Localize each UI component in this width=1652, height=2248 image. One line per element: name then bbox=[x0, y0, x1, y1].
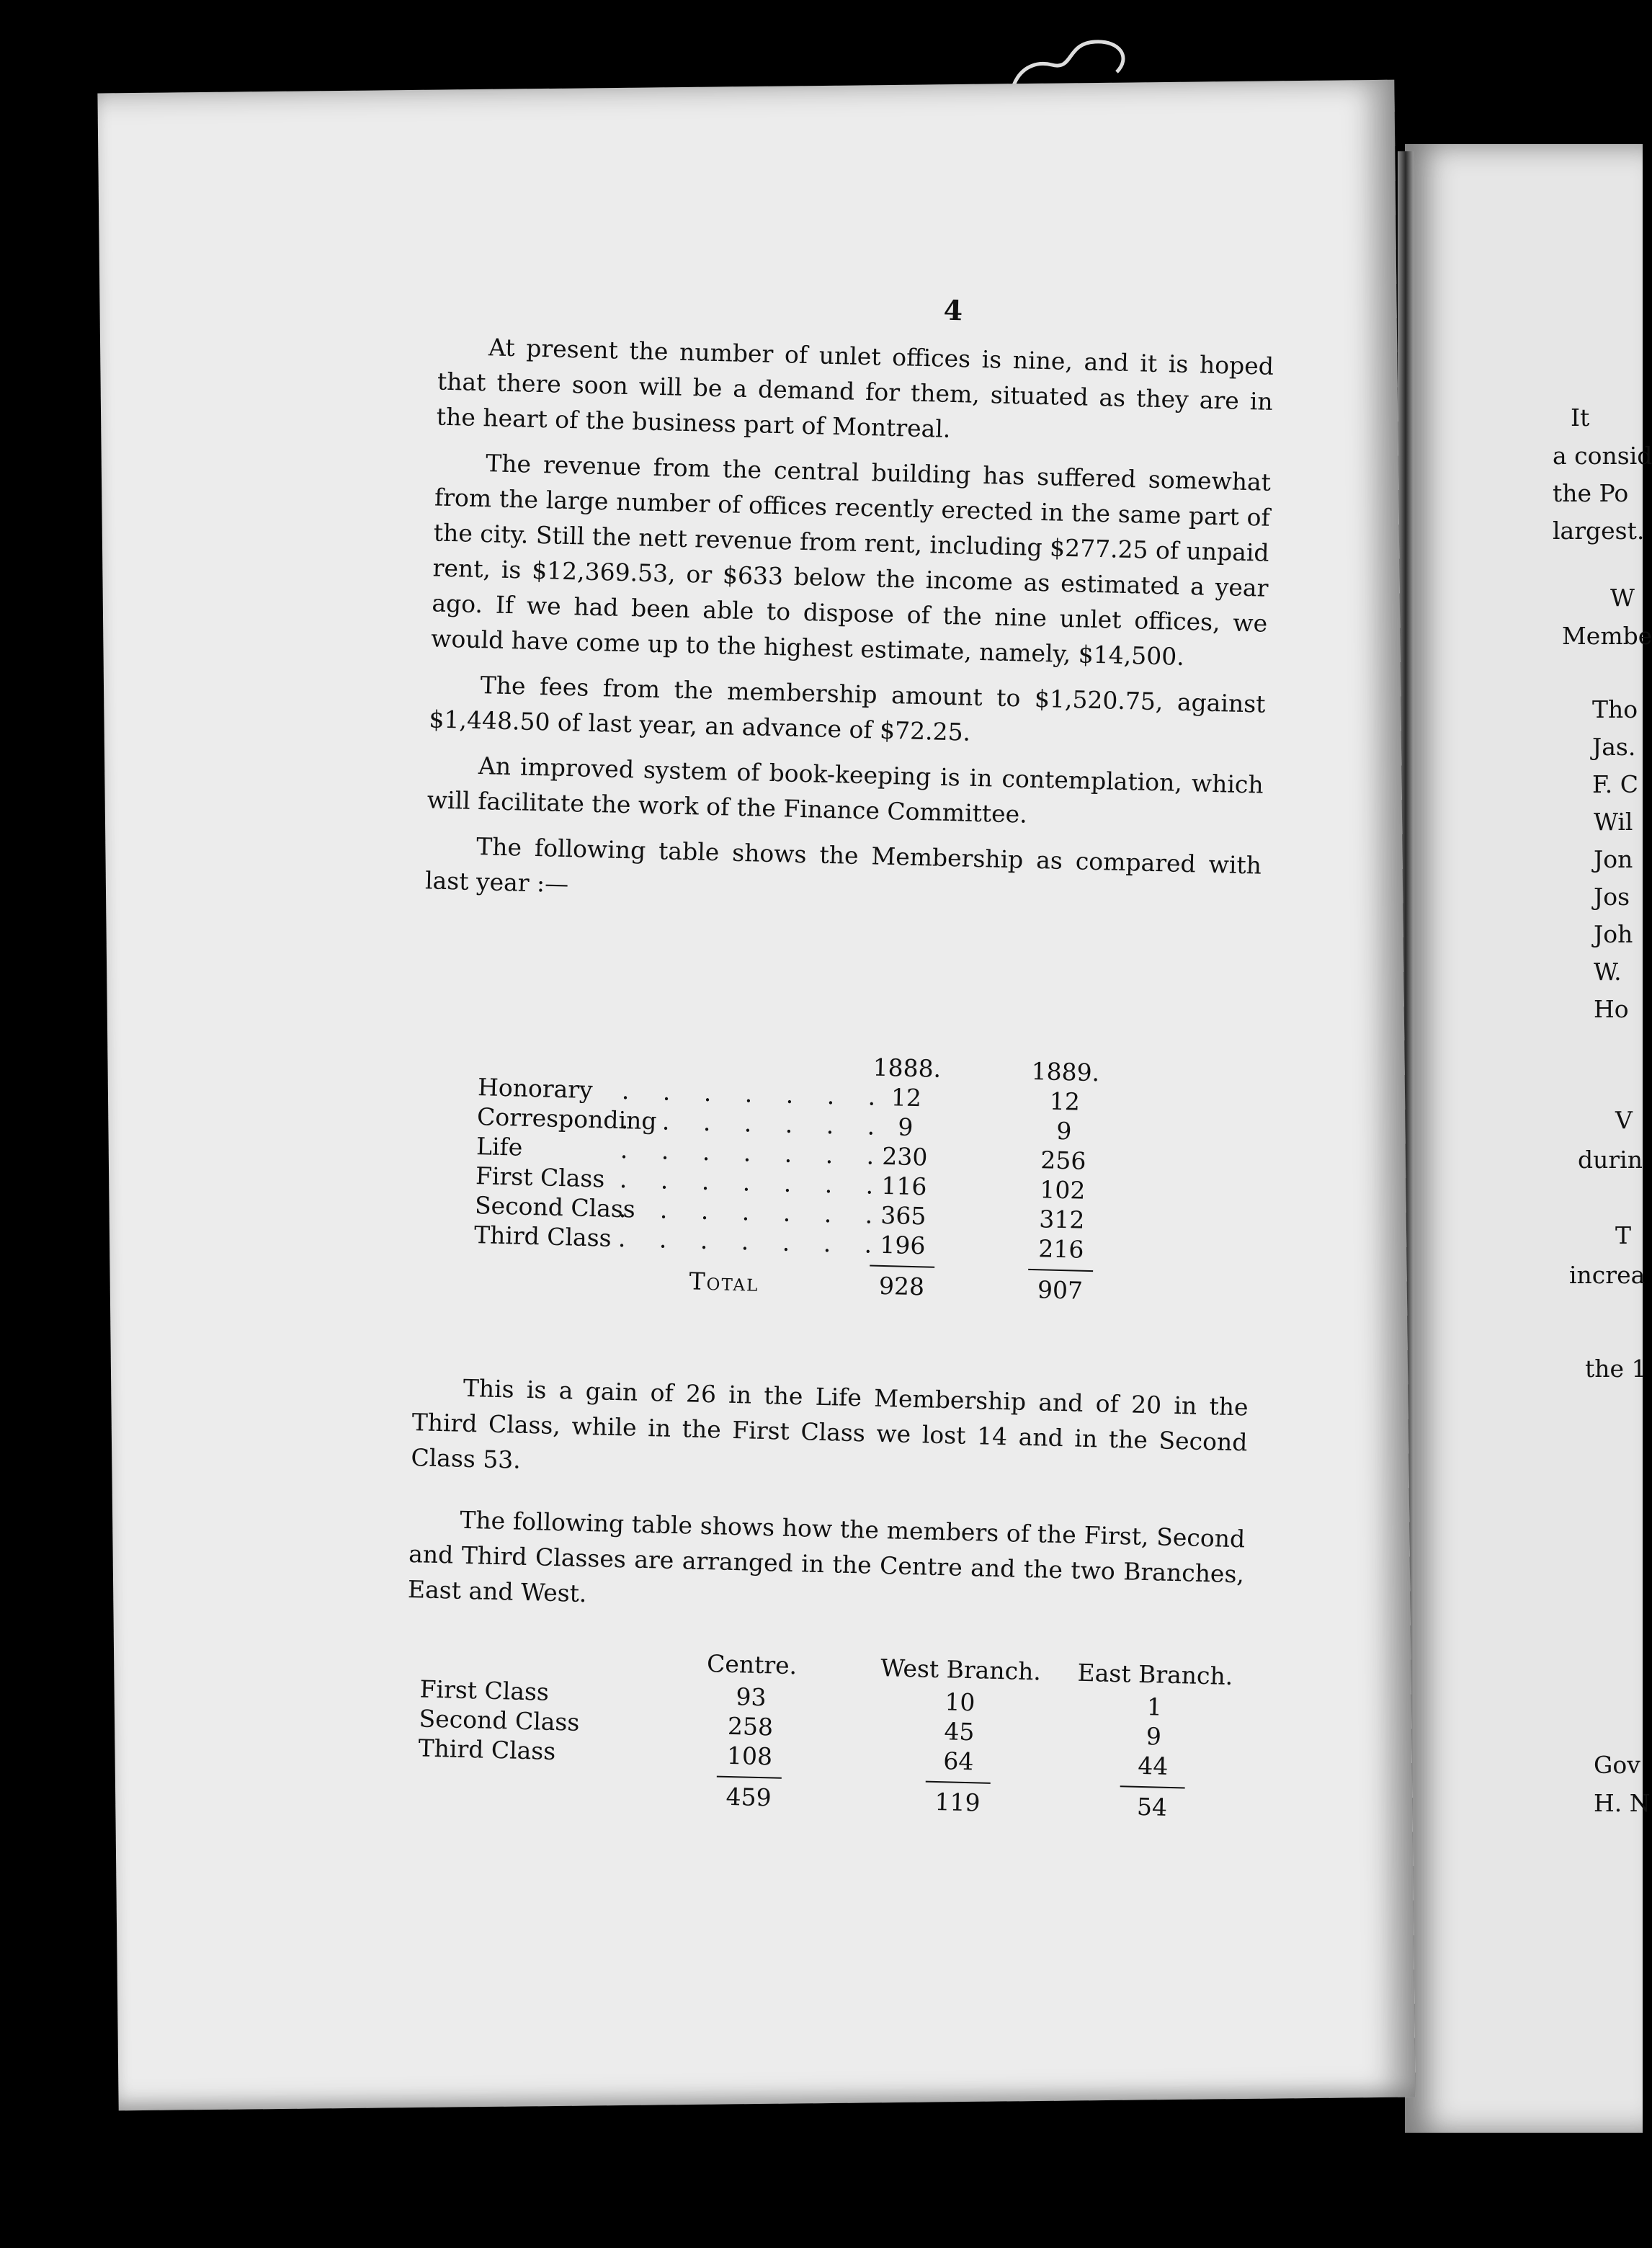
total-rule bbox=[1028, 1269, 1093, 1272]
value-1888: 12 bbox=[890, 1083, 922, 1112]
value-west: 64 bbox=[942, 1747, 974, 1776]
total-rule bbox=[926, 1781, 991, 1784]
facing-line: increa bbox=[1569, 1261, 1646, 1289]
total-1888: 928 bbox=[878, 1271, 925, 1301]
total-1889: 907 bbox=[1037, 1275, 1084, 1305]
facing-line: F. C bbox=[1592, 770, 1638, 798]
facing-line: Jos bbox=[1594, 883, 1630, 911]
paragraph-table-intro: The following table shows the Membership as compared with last year :— bbox=[424, 832, 1262, 898]
facing-line: W bbox=[1610, 584, 1635, 612]
total-west: 119 bbox=[934, 1787, 981, 1817]
value-1888: 196 bbox=[879, 1230, 926, 1260]
facing-line: H. N bbox=[1594, 1789, 1651, 1817]
value-1889: 9 bbox=[1055, 1116, 1072, 1146]
facing-line: Membe bbox=[1562, 622, 1652, 650]
row-label: Third Class bbox=[418, 1734, 556, 1766]
value-centre: 93 bbox=[736, 1682, 767, 1712]
leader-dots: . . . . . . . bbox=[619, 1165, 887, 1200]
column-header-centre: Centre. bbox=[706, 1649, 798, 1680]
membership-table bbox=[473, 1043, 1199, 1308]
total-rule bbox=[870, 1265, 934, 1268]
total-centre: 459 bbox=[725, 1782, 772, 1812]
paragraph-gain: This is a gain of 26 in the Life Membership and of 20 in the Third Class, while in the First Class we lost 14 and in the Second Class 53. bbox=[411, 1373, 1249, 1474]
value-1888: 230 bbox=[881, 1141, 928, 1172]
value-west: 45 bbox=[943, 1717, 975, 1747]
value-1888: 116 bbox=[880, 1171, 927, 1201]
facing-line: Jas. bbox=[1592, 733, 1636, 761]
leader-dots: . . . . . . . bbox=[617, 1224, 885, 1259]
paragraph-branches-intro: The following table shows how the members of the First, Second and Third Classes are arranged in the Centre and the two Branches, East and West. bbox=[407, 1505, 1246, 1608]
facing-line: T bbox=[1615, 1221, 1632, 1249]
row-label: Second Class bbox=[419, 1704, 580, 1736]
total-label: Total bbox=[689, 1267, 759, 1297]
facing-line: Jon bbox=[1594, 845, 1633, 873]
value-1889: 102 bbox=[1039, 1175, 1086, 1205]
leader-dots: . . . . . . . bbox=[620, 1106, 888, 1141]
paragraph-fees: The fees from the membership amount to $1,520.75, against $1,448.50 of last year, an advance of $72.25. bbox=[429, 671, 1266, 746]
column-header-west-branch: West Branch. bbox=[880, 1654, 1042, 1686]
facing-line: the 1 bbox=[1585, 1355, 1647, 1383]
facing-line: Joh bbox=[1594, 920, 1633, 948]
body-text-middle bbox=[407, 1369, 1249, 1653]
facing-page bbox=[1405, 144, 1652, 2133]
body-text-top bbox=[424, 329, 1274, 929]
row-label: Second Class bbox=[474, 1191, 636, 1223]
facing-line: W. bbox=[1594, 958, 1622, 986]
leader-dots: . . . . . . . bbox=[618, 1195, 886, 1230]
row-label: Third Class bbox=[473, 1221, 612, 1252]
value-centre: 108 bbox=[726, 1741, 773, 1771]
facing-line: durin bbox=[1578, 1146, 1643, 1174]
value-1888: 365 bbox=[880, 1200, 927, 1231]
paragraph-revenue: The revenue from the central building has suffered somewhat from the large number of offices recently erected in the same part of the city. Still the nett revenue from rent, including $277.25 of unpaid rent, is $12,369.53, or $633 below the income as estimated a year ago. If we had been able to dispose of the nine unlet offices, we would have come up to the highest estimate, namely, $14,500. bbox=[430, 449, 1272, 671]
value-1888: 9 bbox=[897, 1112, 914, 1141]
total-rule bbox=[717, 1776, 782, 1779]
value-east: 9 bbox=[1146, 1722, 1162, 1751]
value-1889: 312 bbox=[1038, 1205, 1085, 1234]
document-page bbox=[97, 80, 1415, 2111]
value-west: 10 bbox=[944, 1687, 975, 1717]
leader-dots: . . . . . . . bbox=[621, 1076, 889, 1112]
facing-line: the Po bbox=[1553, 479, 1629, 507]
facing-line: It bbox=[1571, 403, 1590, 432]
value-1889: 216 bbox=[1037, 1234, 1084, 1264]
facing-line: a consid bbox=[1553, 442, 1652, 470]
facing-line: Wil bbox=[1594, 808, 1633, 836]
total-east: 54 bbox=[1136, 1792, 1168, 1821]
row-label: First Class bbox=[419, 1674, 550, 1706]
value-centre: 258 bbox=[727, 1711, 774, 1741]
page-content bbox=[79, 68, 1424, 2117]
value-east: 1 bbox=[1146, 1692, 1163, 1721]
facing-line: Ho bbox=[1594, 995, 1629, 1023]
total-rule bbox=[1120, 1785, 1185, 1788]
facing-line: Tho bbox=[1592, 695, 1638, 723]
value-1889: 256 bbox=[1040, 1146, 1086, 1175]
facing-line: V bbox=[1615, 1106, 1633, 1134]
row-label: First Class bbox=[475, 1161, 605, 1193]
value-east: 44 bbox=[1137, 1751, 1169, 1780]
page-number: 4 bbox=[943, 293, 963, 327]
row-label: Life bbox=[475, 1132, 523, 1161]
row-label: Honorary bbox=[477, 1073, 594, 1105]
paragraph-book-keeping: An improved system of book-keeping is in contemplation, which will facilitate the work of the Finance Committee. bbox=[427, 751, 1264, 829]
column-header-1889: 1889. bbox=[1031, 1056, 1100, 1087]
row-label: Corresponding bbox=[476, 1102, 657, 1136]
branch-table bbox=[417, 1639, 1233, 1823]
leader-dots: . . . . . . . bbox=[620, 1136, 888, 1171]
paragraph-unlet-offices: At present the number of unlet offices is nine, and it is hoped that there soon will be a demand for them, situated as they are in the heart of the business part of Montreal. bbox=[436, 333, 1274, 443]
column-header-1888: 1888. bbox=[872, 1053, 942, 1083]
column-header-east-branch: East Branch. bbox=[1077, 1658, 1233, 1691]
facing-line: largest. bbox=[1553, 517, 1645, 545]
value-1889: 12 bbox=[1049, 1087, 1081, 1116]
facing-line: Gov bbox=[1594, 1751, 1640, 1779]
